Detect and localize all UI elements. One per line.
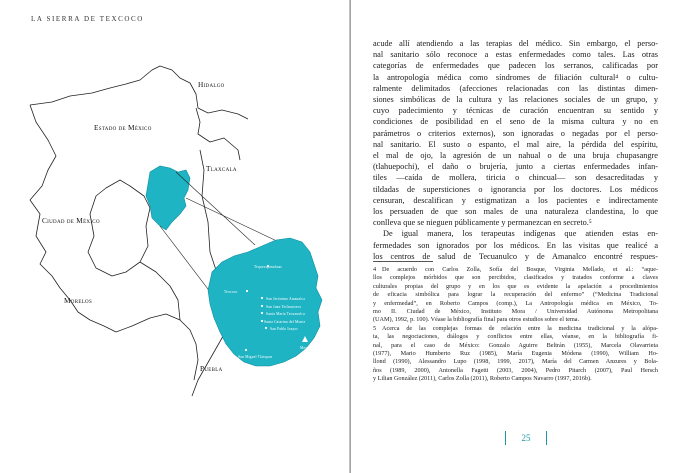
- footnotes: [373, 266, 658, 384]
- text-line: cuyo padecimiento y técnicas de curación encuentran su sentido y: [373, 106, 658, 116]
- text-line: tildadas de supersticiones o ignorancia por los doctores. Los médicos: [373, 184, 658, 194]
- footnote-text: De acuerdo con Carlos Zolla, Sofía del Bosque, Virginia Mellado, et al.: “aque-: [382, 266, 658, 273]
- footnote-line: culturales propias del grupo y en los que es evidente la apelación a procedimientos: [373, 282, 658, 290]
- main-text: [373, 38, 658, 262]
- footnote-text: Acerca de las complejas formas de relación entre la medicina tradicional y la alópa-: [382, 324, 658, 332]
- text-line: nal sanitario. El susto o espanto, el mal aire, la pérdida del espíritu,: [373, 139, 658, 149]
- text-line: los persuaden de que son males de una naturaleza clandestina, lo que: [373, 207, 658, 217]
- text-line: el mal de ojo, la agresión de un nahual o de una bruja chupasangre: [373, 151, 658, 161]
- text-line: acude allí atendiendo a las terapias del médico. Sin embargo, el perso-: [373, 39, 658, 48]
- footnote-line: de eficacia simbólica para lograr la recuperación del enfermo” (“Medicina Tradicional: [373, 291, 658, 299]
- region-label-estado-de-mexico: Estado de México: [94, 123, 152, 132]
- text-line: tiles —caída de mollera, tiricia o chincual— son desacreditadas y: [373, 173, 658, 183]
- paragraph-1: [373, 38, 658, 228]
- border-morelos: [116, 314, 198, 380]
- text-line: siones simbólicas de la cultura y las relaciones sociales de un grupo, y: [373, 95, 658, 105]
- border-cdmx: [88, 180, 150, 276]
- town-label: Santa Catarina del Monte: [264, 320, 306, 324]
- running-head: LA SIERRA DE TEXCOCO: [31, 15, 144, 23]
- town-marker: [265, 327, 267, 329]
- town-label: Tequexquinahuac: [254, 265, 283, 269]
- location-map: [0, 0, 349, 473]
- region-label-ciudad-de-mexico: Ciudad de México: [42, 216, 100, 225]
- town-label: San Pablo Ixayoc: [270, 327, 299, 331]
- text-line: conlleva que se nieguen públicamente y permanezcan en secreto.⁵: [373, 218, 592, 228]
- region-label-tlaxcala: Tlaxcala: [206, 164, 237, 173]
- border-estado-de-mexico-east: [140, 262, 180, 320]
- town-label: San Juan Tetlmatoeco: [266, 305, 302, 309]
- footnote-line: llos complejos mórbidos que son percibidos, clasificados y tratados conforme a claves: [373, 274, 658, 282]
- text-line: fermedades son ignorados por los médicos. En las visitas que realicé a: [373, 240, 658, 250]
- text-line: condiciones de posibilidad en el seno de la misma cultura y no en: [373, 117, 658, 127]
- folio: [351, 431, 700, 445]
- text-line: censuran, descalifican y estigmatizan a los pacientes e indirectamente: [373, 195, 658, 205]
- text-line: los centros de salud de Tecuanulco y de Amanalco encontré respues-: [373, 251, 658, 261]
- text-line: (tlahuepochi), el daño o brujería, junto a ciertas enfermedades infan-: [373, 162, 658, 172]
- footnote-4: [373, 266, 658, 325]
- footnote-line: (1977), Mario Humberto Ruz (1985), María Eugenia Módena (1990), William Ho-: [373, 350, 658, 358]
- text-line: categorías de enfermedades que padecen los serranos, calificadas por: [373, 61, 658, 71]
- page-number: 25: [521, 433, 531, 443]
- region-label-hidalgo: Hidalgo: [198, 80, 225, 89]
- footnote-line: (UAM), 1992, p. 100). Véase la bibliografía final para otros estudios sobre el tema.: [373, 316, 580, 324]
- footnote-number: 4: [373, 266, 377, 273]
- footnote-line: [373, 325, 658, 333]
- text-line: ralmente delimitados (afecciones relacionadas con las distintas dimen-: [373, 83, 658, 93]
- town-label: Monte Tlaloc: [300, 346, 322, 350]
- town-label: San Miguel Tlaixpan: [238, 355, 273, 359]
- town-label: San Jerónimo Amanalco: [266, 297, 306, 301]
- town-marker: [261, 297, 263, 299]
- footnote-line: [373, 266, 658, 274]
- town-marker: [261, 320, 263, 322]
- study-area-highlight: [146, 166, 190, 230]
- border-hidalgo: [30, 66, 248, 119]
- footnote-line: nal, para el caso de México: Gonzalo Aguirre Beltrán (1955), Marcela Olavarrieta: [373, 341, 658, 349]
- footnote-line: ños (1989, 2000), Antonella Fagetti (2003, 2004), Pedro Pitarch (2007), Paul Hersch: [373, 366, 658, 374]
- text-line: la antropología médica como síndromes de filiación cultural⁴ o cultu-: [373, 72, 658, 82]
- text-line: De igual manera, los terapeutas indígenas que atienden estas en-: [383, 229, 658, 239]
- text-line: parámetros o criterios externos), son ignoradas o negadas por el perso-: [373, 128, 658, 138]
- footnote-line: y Lilian González (2011), Carlos Zolla (2011), Roberto Campos Navarro (1997, 2016b).: [373, 375, 592, 383]
- town-marker: [245, 349, 247, 351]
- town-marker: [261, 305, 263, 307]
- town-label: Texcoco: [224, 290, 238, 294]
- town-label: Santa María Tecuanulco: [266, 312, 306, 316]
- town-marker: [261, 312, 263, 314]
- footnote-line: ta, las negociaciones, diálogos y conflictos entre ellas, véanse, en la bibliografía fi-: [373, 333, 658, 341]
- paragraph-2: [373, 228, 658, 262]
- text-line: nal sanitario sólo reconoce a estas enfermedades como tales. Las otras: [373, 50, 658, 60]
- footnote-line: mo II. Ciudad de México, Instituto Mora / Universidad Autónoma Metropolitana: [373, 308, 658, 316]
- footnote-number: 5: [373, 324, 377, 332]
- footnote-rule: [373, 261, 433, 262]
- state-borders: [30, 66, 248, 396]
- region-label-puebla: Puebla: [200, 364, 223, 373]
- border-tlaxcala: [196, 108, 240, 160]
- footnote-line: y enfermedad”, en Roberto Campos (comp.), La Antropología médica en México, To-: [373, 299, 658, 307]
- footnote-line: llond (1990), Alessandro Lupo (1998, 1999, 2017), María del Carmen Anzures y Bola-: [373, 358, 658, 366]
- footnote-5: [373, 325, 658, 384]
- region-label-morelos: Morelos: [64, 296, 93, 305]
- town-marker: [246, 290, 248, 292]
